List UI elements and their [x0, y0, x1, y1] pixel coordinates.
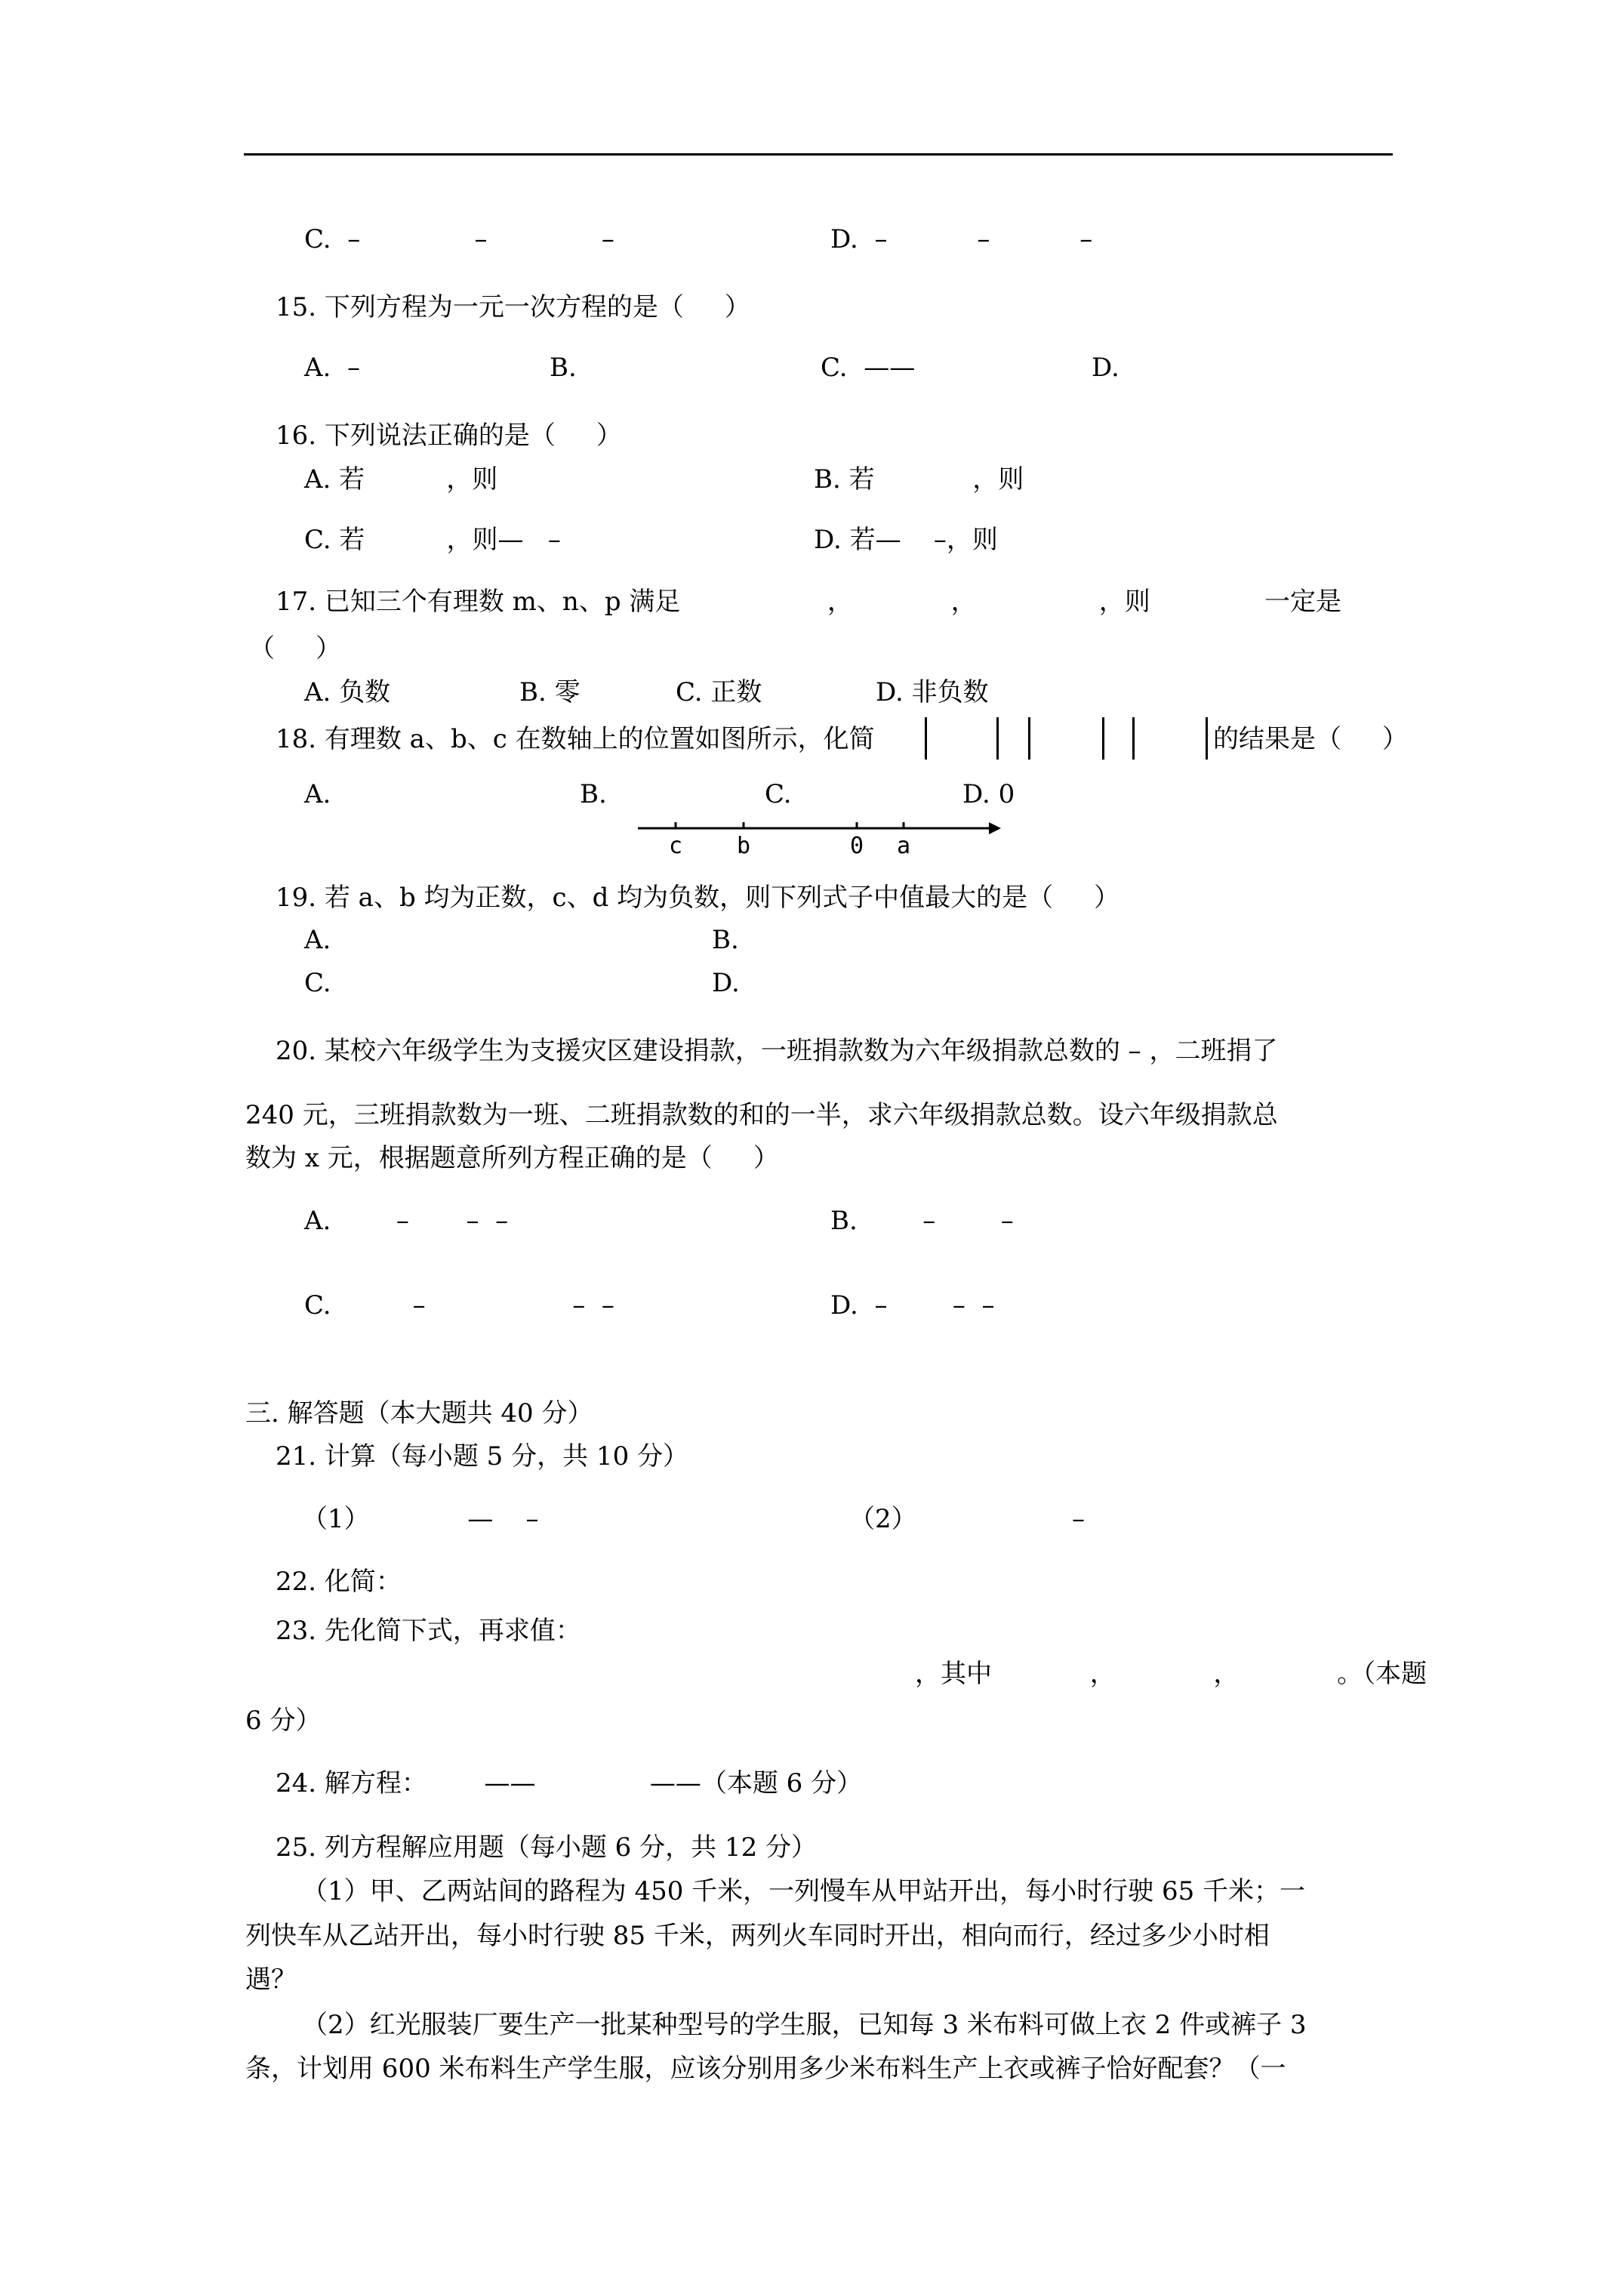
q21-part-1: （1） — –: [302, 1504, 539, 1534]
q16-option-d: D. 若— –，则: [814, 525, 998, 555]
q17-option-c: C. 正数: [676, 677, 762, 707]
q25-part-2-line2: 条，计划用 600 米布料生产学生服，应该分别用多少米布料生产上衣或裤子恰好配套？（一: [245, 2054, 1286, 2084]
q23-line2: ，其中 ， ， 。（本题: [915, 1659, 1427, 1689]
q25-stem: 25. 列方程解应用题（每小题 6 分，共 12 分）: [276, 1832, 818, 1863]
axis-label-a: a: [896, 833, 911, 857]
q17-option-a: A. 负数: [304, 677, 391, 707]
q25-part-2-line1: （2）红光服装厂要生产一批某种型号的学生服，已知每 3 米布料可做上衣 2 件或裤子 3: [302, 2010, 1307, 2040]
q19-stem: 19. 若 a、b 均为正数，c、d 均为负数，则下列式子中值最大的是（ ）: [276, 883, 1120, 913]
q24-stem: 24. 解方程： —— ——（本题 6 分）: [276, 1768, 863, 1798]
q14-option-c: C. – – –: [304, 224, 614, 254]
q15-option-c: C. ——: [821, 353, 916, 383]
axis-label-c: c: [668, 833, 683, 857]
q20-line3: 数为 x 元，根据题意所列方程正确的是（ ）: [245, 1143, 779, 1173]
q18-option-b: B.: [580, 779, 607, 809]
q15-option-a: A. –: [304, 353, 360, 383]
q17-paren: （ ）: [249, 633, 342, 664]
q20-option-b: B. – –: [830, 1206, 1014, 1236]
q20-line1: 20. 某校六年级学生为支援灾区建设捐款，一班捐款数为六年级捐款总数的 – ，二班捐了: [276, 1036, 1278, 1066]
axis-label-0: 0: [849, 833, 864, 857]
axis-label-b: b: [736, 833, 751, 857]
q17-option-d: D. 非负数: [876, 677, 989, 707]
q15-stem: 15. 下列方程为一元一次方程的是（ ）: [276, 292, 750, 322]
abs-bar: [1206, 717, 1208, 760]
section-3-title: 三. 解答题（本大题共 40 分）: [245, 1398, 593, 1428]
abs-bar: [1028, 717, 1030, 760]
q20-option-c: C. – – –: [304, 1290, 614, 1321]
q14-option-d: D. – – –: [830, 224, 1093, 254]
q18-stem: 18. 有理数 a、b、c 在数轴上的位置如图所示，化简: [276, 724, 875, 754]
q16-option-c: C. 若 ，则— –: [304, 525, 561, 555]
q20-line2: 240 元，三班捐款数为一班、二班捐款数的和的一半，求六年级捐款总数。设六年级捐款总: [245, 1100, 1278, 1130]
q15-option-b: B.: [550, 353, 577, 383]
q16-stem: 16. 下列说法正确的是（ ）: [276, 421, 622, 451]
q21-part-2: （2） –: [849, 1504, 1085, 1534]
abs-bar: [1102, 717, 1104, 760]
q20-option-d: D. – – –: [830, 1290, 995, 1321]
q18-option-d: D. 0: [962, 779, 1015, 809]
q18-tail: 的结果是（ ）: [1213, 724, 1409, 754]
q17-stem: 17. 已知三个有理数 m、n、p 满足 ， ， ，则 一定是: [276, 587, 1342, 617]
q16-option-a: A. 若 ，则: [304, 464, 498, 495]
q18-option-a: A.: [304, 779, 331, 809]
q20-option-a: A. – – –: [304, 1206, 509, 1236]
number-line-figure: [634, 812, 1004, 857]
abs-bar: [1132, 717, 1135, 760]
q19-option-b: B.: [712, 925, 739, 955]
q19-option-c: C.: [304, 968, 331, 998]
q19-option-a: A.: [304, 925, 331, 955]
q17-option-b: B. 零: [519, 677, 581, 707]
abs-bar: [996, 717, 999, 760]
q19-option-d: D.: [712, 968, 740, 998]
q18-option-c: C.: [765, 779, 792, 809]
q23-stem: 23. 先化简下式，再求值：: [276, 1616, 581, 1646]
q23-line3: 6 分）: [245, 1706, 322, 1736]
q22-stem: 22. 化简：: [276, 1567, 402, 1597]
q15-option-d: D.: [1092, 353, 1119, 383]
q25-part-1-line3: 遇？: [245, 1965, 297, 1995]
number-line-arrow-icon: [989, 822, 1001, 834]
q25-part-1-line2: 列快车从乙站开出，每小时行驶 85 千米，两列火车同时开出，相向而行，经过多少小时相: [245, 1921, 1270, 1951]
q16-option-b: B. 若 ，则: [814, 464, 1024, 495]
header-rule: [244, 153, 1393, 156]
abs-bar: [925, 717, 927, 760]
q21-stem: 21. 计算（每小题 5 分，共 10 分）: [276, 1441, 689, 1472]
q25-part-1-line1: （1）甲、乙两站间的路程为 450 千米，一列慢车从甲站开出，每小时行驶 65 千米；一: [302, 1876, 1306, 1906]
